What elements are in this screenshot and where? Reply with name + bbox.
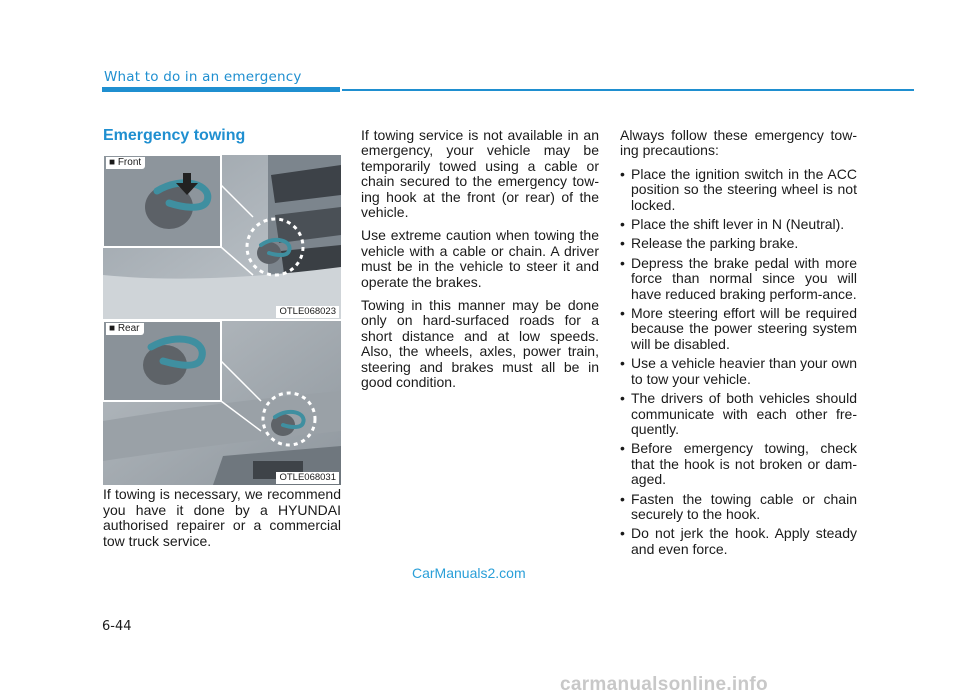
list-item-text: Before emergency towing, check that the hook is not broken or dam-aged. [631, 440, 857, 488]
figure-rear-label: ■ Rear [106, 323, 144, 335]
bullet-icon: • [620, 165, 625, 182]
bullet-icon: • [620, 254, 625, 271]
list-item [620, 167, 857, 213]
footer-watermark: carmanualsonline.info [560, 674, 768, 695]
list-item-text: The drivers of both vehicles should communicate with each other fre-quently. [631, 390, 857, 437]
list-item [620, 356, 857, 387]
list-item-text: More steering effort will be required because the power steering system will be disabled. [631, 305, 857, 352]
figure-front-tow-hook [103, 155, 341, 319]
column-3-intro: Always follow these emergency tow-ing precautions: [620, 127, 857, 159]
header-rule-thin [342, 89, 914, 91]
bullet-icon: • [620, 440, 625, 457]
list-item [620, 492, 857, 523]
bullet-icon: • [620, 355, 625, 372]
header-rule-thick [102, 87, 340, 92]
list-item-text: Release the parking brake. [631, 235, 799, 252]
column-3 [620, 128, 857, 561]
rear-tow-hook-illustration [103, 321, 341, 485]
bullet-icon: • [620, 216, 625, 233]
precautions-list [620, 167, 857, 557]
list-item-text: Do not jerk the hook. Apply steady and even force. [631, 525, 857, 557]
header-section-title: What to do in an emergency [104, 69, 302, 85]
list-item [620, 256, 857, 302]
section-title: Emergency towing [103, 127, 246, 144]
figure-front-code: OTLE068023 [276, 306, 339, 318]
list-item-text: Fasten the towing cable or chain securely to the hook. [631, 490, 857, 522]
list-item-text: Place the shift lever in N (Neutral). [631, 216, 845, 233]
page-number: 6-44 [102, 619, 132, 634]
bullet-icon: • [620, 305, 625, 322]
bullet-icon: • [620, 525, 625, 542]
bullet-icon: • [620, 390, 625, 407]
list-item [620, 391, 857, 437]
column-2-paragraph-1: If towing service is not available in an emergency, your vehicle may be temporarily towed using a cable or chain secured to the emergency tow-ing hook at the front (or rear) of the vehicle. [361, 127, 599, 221]
column-2-paragraph-3: Towing in this manner may be done only on hard-surfaced roads for a short distance and at low speeds. Also, the wheels, axles, power train, steering and brakes must all be in good condition. [361, 297, 599, 391]
figure-rear-code: OTLE068031 [276, 472, 339, 484]
list-item [620, 306, 857, 352]
list-item [620, 236, 857, 251]
list-item [620, 441, 857, 487]
carmanuals-watermark-link[interactable]: CarManuals2.com [412, 565, 526, 581]
column-2-paragraph-2: Use extreme caution when towing the vehicle with a cable or chain. A driver must be in the vehicle to steer it and operate the brakes. [361, 227, 599, 290]
front-tow-hook-illustration [103, 155, 341, 319]
figure-front-label: ■ Front [106, 157, 145, 169]
figure-rear-tow-hook [103, 321, 341, 485]
column-2 [361, 128, 599, 399]
column-1 [103, 128, 341, 557]
list-item-text: Depress the brake pedal with more force than normal since you will have reduced braking perform-ance. [631, 254, 857, 302]
column-1-paragraph: If towing is necessary, we recommend you have it done by a HYUNDAI authorised repairer or a commercial tow truck service. [103, 486, 341, 549]
list-item-text: Place the ignition switch in the ACC position so the steering wheel is not locked. [631, 165, 857, 213]
list-item [620, 217, 857, 232]
list-item [620, 526, 857, 557]
bullet-icon: • [620, 235, 625, 252]
bullet-icon: • [620, 490, 625, 507]
list-item-text: Use a vehicle heavier than your own to tow your vehicle. [631, 355, 857, 387]
